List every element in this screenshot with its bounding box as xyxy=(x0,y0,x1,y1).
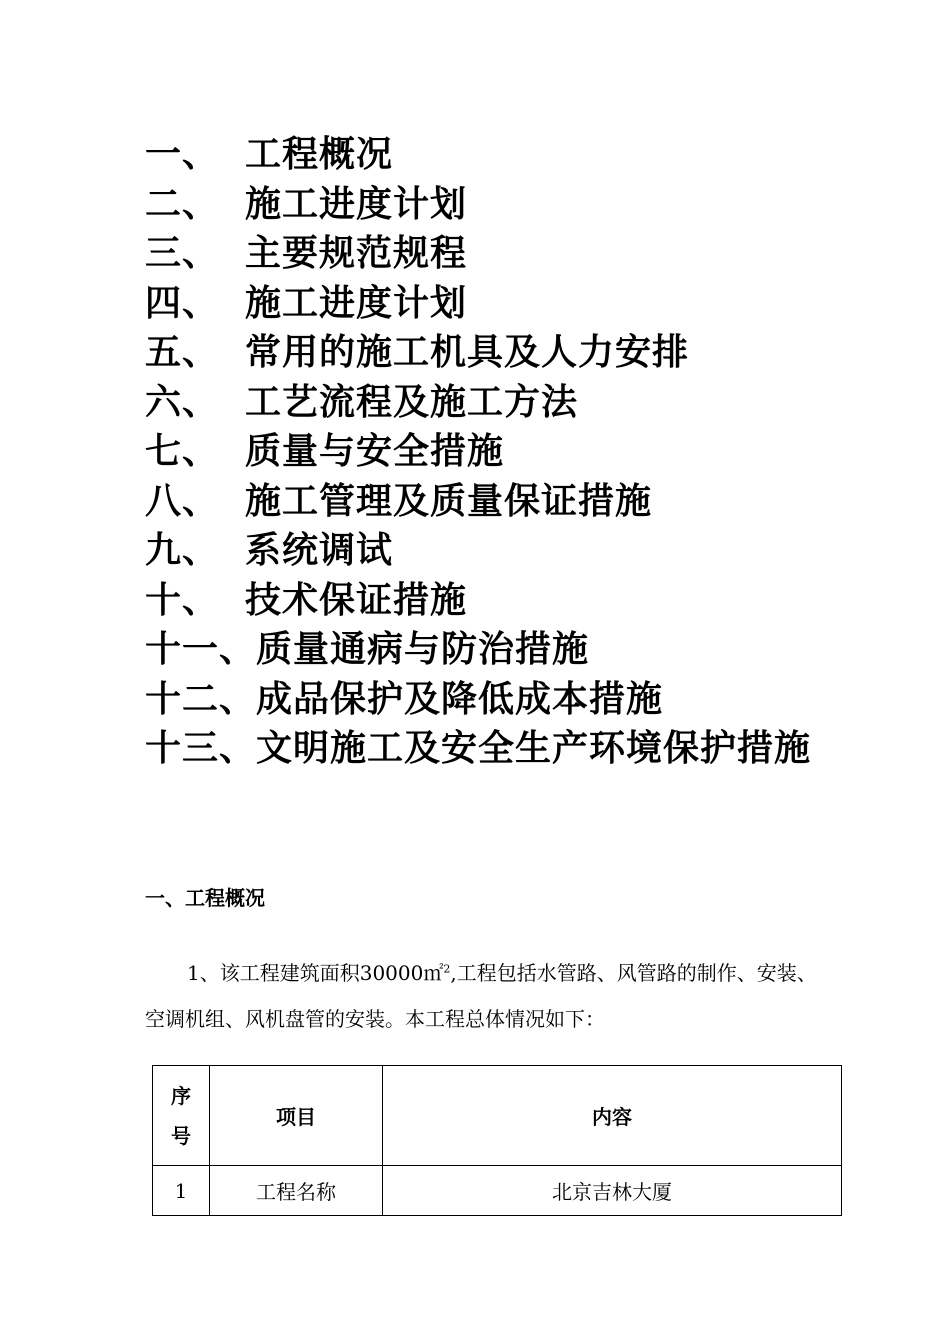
header-item: 项目 xyxy=(210,1066,383,1166)
toc-text: 施工管理及质量保证措施 xyxy=(245,480,653,522)
toc-number: 五、 xyxy=(145,332,220,373)
cell-seq: 1 xyxy=(153,1166,210,1216)
toc-item-6[interactable] xyxy=(145,378,825,428)
paragraph-text-end: ,工程包括水管路、风管路的制作、安装、空调机组、风机盘管的安装。本工程总体情况如下： xyxy=(145,961,817,1031)
toc-item-5[interactable] xyxy=(145,328,825,378)
toc-text: 施工进度计划 xyxy=(245,183,468,225)
toc-text: 系统调试 xyxy=(245,530,394,571)
superscript: 2 xyxy=(443,962,451,976)
toc-number: 十、 xyxy=(145,579,220,621)
cell-content: 北京吉林大厦 xyxy=(383,1166,842,1216)
toc-item-7[interactable] xyxy=(145,427,825,477)
toc-number: 三、 xyxy=(145,233,220,274)
header-seq-line: 序 xyxy=(171,1083,191,1108)
toc-number: 十一、 xyxy=(145,629,257,670)
toc-number: 一、 xyxy=(145,134,220,175)
toc-item-12[interactable] xyxy=(145,675,825,725)
toc-number: 九、 xyxy=(145,530,220,571)
header-seq-line: 号 xyxy=(171,1123,191,1148)
toc-text: 成品保护及降低成本措施 xyxy=(256,678,664,720)
table-of-contents xyxy=(145,130,825,774)
toc-item-8[interactable] xyxy=(145,477,825,527)
project-info-table xyxy=(152,1065,842,1216)
toc-text: 质量通病与防治措施 xyxy=(256,629,590,670)
toc-text: 施工进度计划 xyxy=(245,282,468,324)
toc-item-10[interactable] xyxy=(145,576,825,626)
header-seq xyxy=(153,1066,210,1166)
toc-number: 二、 xyxy=(145,183,220,225)
toc-item-1[interactable] xyxy=(145,130,825,180)
toc-number: 四、 xyxy=(145,282,220,324)
toc-item-11[interactable] xyxy=(145,625,825,675)
table-row xyxy=(153,1166,842,1216)
toc-text: 主要规范规程 xyxy=(245,233,468,274)
toc-number: 六、 xyxy=(145,381,220,423)
toc-item-2[interactable] xyxy=(145,180,825,230)
paragraph-text-start: 1、该工程建筑面积30000㎡ xyxy=(187,961,444,985)
toc-text: 工程概况 xyxy=(245,134,394,175)
toc-text: 常用的施工机具及人力安排 xyxy=(245,332,690,373)
overview-paragraph xyxy=(145,950,825,1042)
toc-item-4[interactable] xyxy=(145,279,825,329)
toc-text: 工艺流程及施工方法 xyxy=(245,381,579,423)
section-heading: 一、工程概况 xyxy=(145,886,265,910)
toc-text: 技术保证措施 xyxy=(245,579,468,621)
toc-item-13[interactable] xyxy=(145,724,825,774)
toc-item-9[interactable] xyxy=(145,526,825,576)
cell-item: 工程名称 xyxy=(210,1166,383,1216)
toc-number: 十二、 xyxy=(145,678,257,720)
toc-text: 文明施工及安全生产环境保护措施 xyxy=(256,728,812,769)
header-content: 内容 xyxy=(383,1066,842,1166)
toc-number: 八、 xyxy=(145,480,220,522)
toc-text: 质量与安全措施 xyxy=(245,431,505,472)
table-header-row xyxy=(153,1066,842,1166)
toc-number: 十三、 xyxy=(145,728,257,769)
toc-number: 七、 xyxy=(145,431,220,472)
toc-item-3[interactable] xyxy=(145,229,825,279)
